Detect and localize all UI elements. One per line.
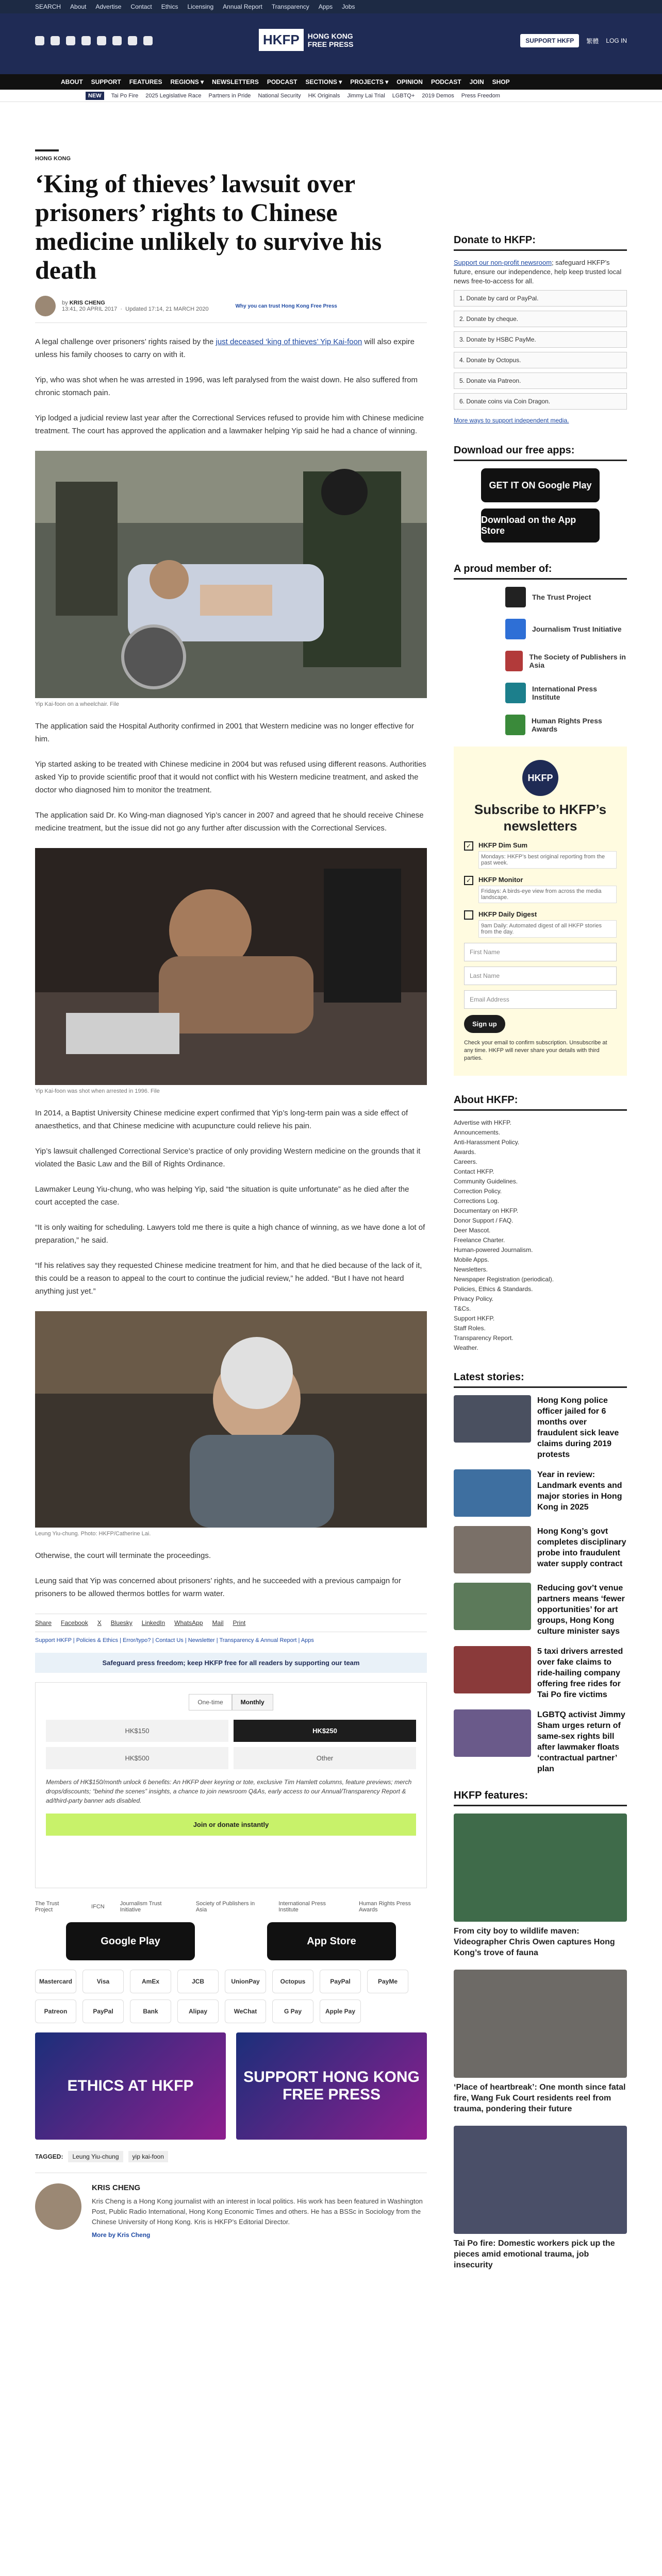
about-link[interactable]: Newspaper Registration (periodical). [454,1276,554,1283]
applepay-icon: Apple Pay [320,1999,361,2023]
about-link[interactable]: Freelance Charter. [454,1236,505,1244]
paragraph-text: A legal challenge over prisoners’ rights raised by the [35,337,216,346]
safeguard-banner[interactable]: Safeguard press freedom; keep HKFP free for all readers by supporting our team [35,1653,427,1673]
hrpa-icon [505,715,525,735]
about-link[interactable]: Careers. [454,1158,478,1165]
nav-podcast[interactable]: PODCAST [267,78,297,86]
donate-option[interactable]: 1. Donate by card or PayPal. [454,290,627,307]
article-photo [35,1311,427,1528]
language-link[interactable]: 繁體 [586,37,599,45]
newsletter-option[interactable] [464,910,617,938]
first-name-field[interactable]: First Name [464,943,617,961]
jti-logo[interactable]: Journalism Trust Initiative [120,1901,162,1913]
octopus-icon: Octopus [272,1970,313,1993]
member-org-name: Journalism Trust Initiative [532,625,622,633]
member-org[interactable] [505,651,627,671]
x-icon[interactable] [51,36,60,45]
topbar-link-jobs[interactable]: Jobs [342,3,355,10]
about-link[interactable]: Correction Policy. [454,1188,502,1195]
more-ways-link[interactable]: More ways to support independent media. [454,417,569,424]
sidebar [454,234,627,2282]
sidebar-heading: About HKFP: [454,1094,627,1111]
paragraph: The application said Dr. Ko Wing-man diagnosed Yip’s cancer in 2007 and agreed that he should receive Chinese medicine treatment, but the issue did not go any further after discussion with the Correctional Services. [35,811,424,833]
story-thumbnail [454,1526,531,1573]
site-logo[interactable] [259,29,370,51]
tags-row [35,2151,427,2162]
tags-label: TAGGED: [35,2153,63,2160]
trust-project-icon [505,587,526,607]
paragraph: Leung said that Yip was concerned about prisoners’ rights, and he succeeded with a previous campaign for prisoners to be allowed thermos bottles for warm water. [35,1577,401,1598]
print-button[interactable]: Print [233,1619,246,1626]
sidebar-heading: Download our free apps: [454,445,627,461]
story-thumbnail [454,1646,531,1693]
logo-text: HONG KONG FREE PRESS [307,31,354,48]
photo-caption: Yip Kai-foon was shot when arrested in 1996. File [35,1088,160,1094]
photo-wheelchair-image [35,451,427,698]
header-actions [520,34,627,47]
newsletter-name: HKFP Daily Digest [478,910,537,918]
share-mail-button[interactable]: Mail [212,1619,224,1626]
frequency-one-time[interactable]: One-time [189,1694,231,1710]
story-thumbnail [454,1469,531,1517]
story-title[interactable]: 5 taxi drivers arrested over fake claims to ride-hailing company offering free rides for Tai Po fire victims [537,1647,623,1699]
logo-mark: HKFP [259,29,304,51]
feature-thumbnail [454,2126,627,2234]
author-avatar[interactable] [35,296,56,316]
about-link[interactable]: Advertise with HKFP. [454,1119,511,1126]
story-title[interactable]: Reducing gov’t venue partners means ‘fewer opportunities’ for art groups, Hong Kong culture minister says [537,1584,625,1636]
google-play-badge[interactable]: Google Play [66,1922,195,1960]
topbar-link-ethics[interactable]: Ethics [161,3,178,10]
main-nav [0,74,662,90]
photo-arrest-image [35,848,427,1085]
jcb-icon: JCB [177,1970,219,1993]
paragraph: Yip started asking to be treated with Chinese medicine in 2004 but was refused using different reasons. Authorities asked Yip to provide scientific proof that it would not conflict with his Western medicine treatment, and asked the doctor who diagnosed him to monitor the treatment. [35,760,426,794]
email-field[interactable]: Email Address [464,990,617,1009]
feature-title[interactable]: Tai Po fire: Domestic workers pick up the pieces amid emotional trauma, job insecurity [454,2239,615,2269]
mastercard-icon: Mastercard [35,1970,76,1993]
paragraph-text: will also expire unless his family chooses to carry on with it. [35,337,415,359]
about-links [454,1118,627,1353]
trending-link[interactable]: Press Freedom [461,92,500,99]
tag-link[interactable]: yip kai-foon [128,2151,168,2162]
newsletter-title: Subscribe to HKFP’s newsletters [474,802,607,834]
about-link[interactable]: Anti-Harassment Policy. [454,1139,520,1146]
app-store-badge[interactable]: App Store [267,1922,396,1960]
jti-icon [505,619,526,639]
newsletter-note: Check your email to confirm subscription. Unsubscribe at any time. HKFP will never share your details with third parties. [464,1040,607,1061]
hrpa-logo[interactable]: Human Rights Press Awards [359,1901,411,1913]
new-badge: NEW [86,92,104,100]
checkbox-icon[interactable] [464,910,473,920]
paypal-icon: PayPal [82,1999,124,2023]
mail-icon[interactable] [143,36,153,45]
paragraph: Yip’s lawsuit challenged Correctional Service’s practice of only providing Western medicine on the grounds that it violated the Basic Law and the Bill of Rights Ordinance. [35,1147,421,1168]
donation-widget [35,1682,427,1888]
paragraph: Lawmaker Leung Yiu-chung, who was helping Yip, said “the situation is quite unfortunate” as he died after the court accepted the case. [35,1185,409,1207]
feature-story[interactable] [454,1814,627,1958]
support-links[interactable]: Support HKFP | Policies & Ethics | Error/typo? | Contact Us | Newsletter | Transparency & Annual Report | Apps [35,1637,314,1643]
newsletter-desc: Mondays: HKFP’s best original reporting from the past week. [478,851,617,869]
checkbox-checked-icon[interactable]: ✓ [464,876,473,885]
bluesky-icon[interactable] [128,36,137,45]
newsletter-name: HKFP Dim Sum [478,841,528,849]
payment-methods [35,1970,427,2023]
section-kicker[interactable]: HONG KONG [35,149,59,162]
threads-icon[interactable] [81,36,91,45]
ipi-logo[interactable]: International Press Institute [278,1901,326,1913]
feature-story[interactable] [454,2126,627,2270]
app-store-badge[interactable]: Download on the App Store [481,509,600,543]
paragraph: The application said the Hospital Authority confirmed in 2001 that Western medicine was no longer effective for him. [35,722,414,743]
story-thumbnail [454,1583,531,1630]
sidebar-heading: A proud member of: [454,563,627,580]
amount-option-other[interactable]: Other [234,1747,416,1769]
share-button[interactable]: Share [35,1619,52,1626]
promo-videos [35,2032,427,2140]
tag-link[interactable]: Leung Yiu-chung [68,2151,123,2162]
inline-link[interactable]: just deceased ‘king of thieves’ Yip Kai-foon [216,337,362,346]
about-link[interactable]: Contact HKFP. [454,1168,494,1175]
paragraph [35,335,427,361]
member-org[interactable] [505,587,627,607]
alipay-icon: Alipay [177,1999,219,2023]
sidebar-heading: Latest stories: [454,1371,627,1388]
story-title[interactable]: Hong Kong police officer jailed for 6 months over fraudulent sick leave claims during 2019 protests [537,1396,619,1459]
amount-options [46,1720,416,1769]
byline-prefix: by [62,300,70,306]
about-link[interactable]: Support HKFP. [454,1315,495,1322]
member-org-name: The Trust Project [532,593,591,601]
login-link[interactable]: LOG IN [606,37,627,44]
trending-link[interactable]: Partners in Pride [208,92,251,99]
sopa-icon [505,651,523,671]
sidebar-heading: Donate to HKFP: [454,234,627,251]
author-bio-name[interactable]: KRIS CHENG [92,2183,141,2192]
nav-opinion[interactable]: OPINION [396,78,423,86]
nav-projects[interactable]: PROJECTS ▾ [350,78,389,86]
topbar-link-transparency[interactable]: Transparency [271,3,309,10]
author-bio-text: Kris Cheng is a Hong Kong journalist with an interest in local politics. His work has been featured in Washington Post, Public Radio International, Hong Kong Economic Times and others. He has a BSSc in Sociology from the Chinese University of Hong Kong. Kris is HKFP’s Editorial Director. [92,2197,423,2226]
newsletter-desc: 9am Daily: Automated digest of all HKFP stories from the day. [478,920,617,938]
google-play-badge[interactable]: GET IT ON Google Play [481,468,600,502]
nav-join[interactable]: JOIN [469,78,484,86]
about-link[interactable]: Corrections Log. [454,1197,500,1205]
membership-benefits: Members of HK$150/month unlock 6 benefits: An HKFP deer keyring or tote, exclusive Tim Hamlett columns, feature previews; merch drops/discounts; “behind the scenes” insights, a chance to join newsroom Q&As, early access to our Annual/Transparency Report & ad/third-party banner ads disabled. [46,1778,412,1804]
share-bar [35,1614,427,1632]
newsletter-option[interactable] [464,876,617,903]
sopa-logo[interactable]: Society of Publishers in Asia [195,1901,255,1913]
paragraph: Yip lodged a judicial review last year after the Correctional Services refused to provide him with Chinese medicine treatment. The court has approved the application and a lawmaker helping Yip said he had a chance of winning. [35,414,424,435]
unionpay-icon: UnionPay [225,1970,266,1993]
donate-option[interactable]: 2. Donate by cheque. [454,311,627,327]
donate-intro-text: ; safeguard HKFP’s future, ensure our independence, help keep trusted local news free-to-access for all. [454,259,622,285]
paragraph: Yip, who was shot when he was arrested in 1996, was left paralysed from the waist down. He also suffered from chronic stomach pain. [35,376,418,397]
visa-icon: Visa [82,1970,124,1993]
about-link[interactable]: Staff Roles. [454,1325,486,1332]
donate-option[interactable]: 4. Donate by Octopus. [454,352,627,368]
share-facebook-button[interactable]: Facebook [61,1619,88,1626]
signup-button[interactable]: Sign up [464,1015,505,1033]
trending-link[interactable]: 2025 Legislative Race [145,92,202,99]
ipi-icon [505,683,526,703]
about-link[interactable]: Mobile Apps. [454,1256,489,1263]
photo-caption: Yip Kai-foon on a wheelchair. File [35,701,119,707]
donate-option[interactable]: 5. Donate via Patreon. [454,372,627,389]
updated-date: Updated 17:14, 21 MARCH 2020 [125,306,209,312]
member-org[interactable] [505,619,627,639]
trending-link[interactable]: Jimmy Lai Trial [347,92,385,99]
photo-lawmaker-image [35,1311,427,1528]
paragraph: “It is only waiting for scheduling. Lawyers told me there is quite a high chance of winning, as we have done a lot of preparation,” he said. [35,1223,425,1245]
nav-support[interactable]: SUPPORT [91,78,121,86]
nav-about[interactable]: ABOUT [61,78,83,86]
feature-story[interactable] [454,1970,627,2114]
trending-link[interactable]: Tai Po Fire [111,92,139,99]
youtube-icon[interactable] [97,36,106,45]
about-link[interactable]: Newsletters. [454,1266,488,1273]
paragraph: Otherwise, the court will terminate the proceedings. [35,1551,211,1560]
trending-link[interactable]: 2019 Demos [422,92,454,99]
about-link[interactable]: Policies, Ethics & Standards. [454,1285,533,1293]
member-org-name: Human Rights Press Awards [531,717,602,733]
join-donate-button[interactable]: Join or donate instantly [46,1814,416,1836]
facebook-icon[interactable] [35,36,44,45]
member-org-name: The Society of Publishers in Asia [529,653,626,669]
bank-icon: Bank [130,1999,171,2023]
story-thumbnail [454,1709,531,1757]
publish-date: 13:41, 20 APRIL 2017 [62,306,118,312]
topbar-link-apps[interactable]: Apps [318,3,333,10]
donate-intro [454,258,627,286]
article-title: ‘King of thieves’ lawsuit over prisoners’ rights to Chinese medicine unlikely to survive his death [35,169,382,284]
about-link[interactable]: Announcements. [454,1129,501,1136]
feature-title[interactable]: From city boy to wildlife maven: Videographer Chris Owen captures Hong Kong’s trove of fauna [454,1927,615,1957]
trust-link[interactable]: Why you can trust Hong Kong Free Press [235,303,337,309]
frequency-toggle [46,1694,416,1710]
topbar-link-search[interactable]: SEARCH [35,3,61,10]
sidebar-heading: HKFP features: [454,1790,627,1806]
about-link[interactable]: Human-powered Journalism. [454,1246,533,1253]
amount-option-selected[interactable]: HK$250 [234,1720,416,1742]
article-column [35,149,427,2239]
about-link[interactable]: Awards. [454,1148,476,1156]
story-title[interactable]: Year in review: Landmark events and major stories in Hong Kong in 2025 [537,1470,622,1512]
site-header [0,13,662,74]
latest-story[interactable] [454,1469,627,1517]
support-video[interactable]: SUPPORT HONG KONG FREE PRESS [236,2032,427,2140]
feature-thumbnail [454,1814,627,1922]
about-link[interactable]: Documentary on HKFP. [454,1207,519,1214]
trust-project-logo[interactable]: The Trust Project [35,1901,59,1913]
about-link[interactable]: Deer Mascot. [454,1227,491,1234]
paragraph: In 2014, a Baptist University Chinese medicine expert confirmed that Yip’s long-term pain was a side effect of anaesthetics, and that Chinese medicine with acupuncture could relieve his pain. [35,1109,408,1130]
nav-newsletters[interactable]: NEWSLETTERS [212,78,259,86]
topbar-link-advertise[interactable]: Advertise [95,3,122,10]
member-logos-row [35,1901,427,1913]
newsletter-option[interactable] [464,841,617,869]
about-link[interactable]: Transparency Report. [454,1334,514,1342]
share-bluesky-button[interactable]: Bluesky [110,1619,133,1626]
ethics-video[interactable]: ETHICS AT HKFP [35,2032,226,2140]
topbar-link-licensing[interactable]: Licensing [187,3,214,10]
latest-story[interactable] [454,1709,627,1774]
last-name-field[interactable]: Last Name [464,967,617,985]
paypal-icon: PayPal [320,1970,361,1993]
nav-sections[interactable]: SECTIONS ▾ [305,78,342,86]
about-link[interactable]: Privacy Policy. [454,1295,494,1302]
newsletter-desc: Fridays: A birds-eye view from across the media landscape. [478,886,617,903]
photo-caption: Leung Yiu-chung. Photo: HKFP/Catherine Lai. [35,1531,151,1537]
gpay-icon: G Pay [272,1999,313,2023]
latest-story[interactable] [454,1395,627,1460]
instagram-icon[interactable] [66,36,75,45]
donate-option[interactable]: 3. Donate by HSBC PayMe. [454,331,627,348]
frequency-monthly[interactable]: Monthly [232,1694,273,1710]
trending-link[interactable]: LGBTQ+ [392,92,415,99]
member-org[interactable] [505,683,627,703]
author-name[interactable]: KRIS CHENG [69,300,105,306]
donate-option[interactable]: 6. Donate coins via Coin Dragon. [454,393,627,410]
share-whatsapp-button[interactable]: WhatsApp [174,1619,203,1626]
topbar-link-contact[interactable]: Contact [130,3,152,10]
topbar-link-about[interactable]: About [70,3,87,10]
more-by-author-link[interactable]: More by Kris Cheng [92,2231,151,2239]
article-photo [35,451,427,698]
share-linkedin-button[interactable]: LinkedIn [141,1619,166,1626]
amount-option[interactable]: HK$500 [46,1747,228,1769]
story-title[interactable]: Hong Kong’s govt completes disciplinary probe into fraudulent water supply contract [537,1527,626,1568]
latest-story[interactable] [454,1646,627,1700]
about-link[interactable]: T&Cs. [454,1305,471,1312]
nav-shop[interactable]: SHOP [492,78,510,86]
social-icons [35,36,153,45]
nav-podcast-2[interactable]: PODCAST [431,78,461,86]
member-org-name: International Press Institute [532,685,597,701]
sidebar-donate [454,234,627,424]
store-badges [35,1922,427,1960]
payme-icon: PayMe [367,1970,408,1993]
newsletter-signup [454,747,627,1076]
member-org[interactable] [505,715,627,735]
trending-bar [0,90,662,102]
latest-story[interactable] [454,1583,627,1637]
about-link[interactable]: Weather. [454,1344,478,1351]
story-thumbnail [454,1395,531,1443]
patreon-icon: Patreon [35,1999,76,2023]
story-title[interactable]: LGBTQ activist Jimmy Sham urges return of same-sex rights bill after lawmaker floats ‘contractual partner’ plan [537,1710,625,1773]
article-photo [35,848,427,1085]
support-hkfp-button[interactable]: SUPPORT HKFP [520,34,579,47]
about-link[interactable]: Community Guidelines. [454,1178,518,1185]
author-bio-box [35,2173,427,2239]
checkbox-checked-icon[interactable]: ✓ [464,841,473,851]
latest-story[interactable] [454,1526,627,1573]
nav-features[interactable]: FEATURES [129,78,162,86]
author-bio-avatar[interactable] [35,2183,81,2230]
hkfp-badge-icon: HKFP [522,760,558,796]
wechat-icon: WeChat [225,1999,266,2023]
ifcn-logo[interactable]: IFCN [91,1904,105,1910]
nav-regions[interactable]: REGIONS ▾ [170,78,204,86]
share-x-button[interactable]: X [97,1619,102,1626]
donate-intro-link[interactable]: Support our non-profit newsroom [454,259,552,266]
byline: by KRIS CHENG 13:41, 20 APRIL 2017 · Updated 17:14, 21 MARCH 2020 Why you can trust Hong Kong Free Press [35,296,427,323]
trending-link[interactable]: National Security [258,92,301,99]
amount-option[interactable]: HK$150 [46,1720,228,1742]
about-link[interactable]: Donor Support / FAQ. [454,1217,514,1224]
topbar-link-annual-report[interactable]: Annual Report [223,3,262,10]
paragraph: “If his relatives say they requested Chinese medicine treatment for him, and that he died because of the lack of it, this could be a reason to appeal to the court to continue the judicial review,” he added. “But I have not heard anything just yet.” [35,1261,422,1296]
amex-icon: AmEx [130,1970,171,1993]
top-utility-bar [0,0,662,13]
feature-title[interactable]: ‘Place of heartbreak’: One month since fatal fire, Wang Fuk Court residents reel from trauma, pondering their future [454,2083,626,2113]
newsletter-name: HKFP Monitor [478,876,523,884]
feature-thumbnail [454,1970,627,2078]
linkedin-icon[interactable] [112,36,122,45]
trending-link[interactable]: HK Originals [308,92,340,99]
